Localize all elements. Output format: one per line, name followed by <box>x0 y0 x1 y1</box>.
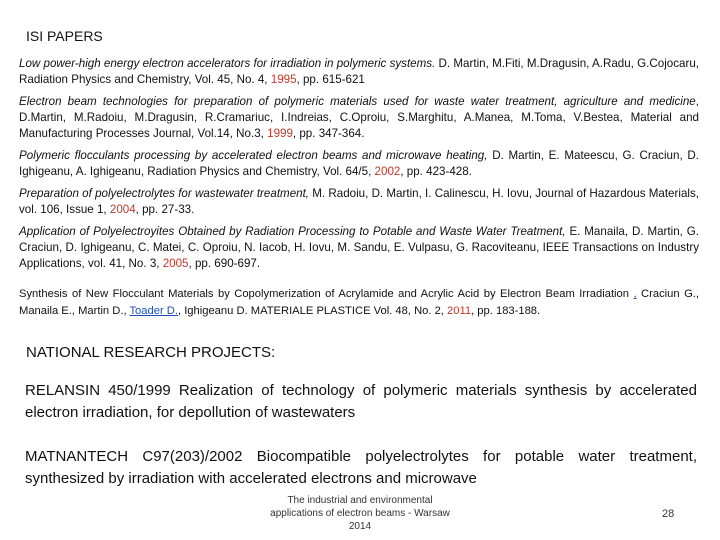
paper-title: Application of Polyelectroyites Obtained by Radiation Processing to Potable and Waste Water Treatment, <box>19 225 566 238</box>
paper-authors: D. Martin, M.Fiti, M.Dragusin, A.Radu, G.Cojocaru, Radiation Physics and Chemistry, Vol. 45, No. 4, <box>19 57 699 86</box>
paper-authors: M. Radoiu, D. Martin, I. Calinescu, H. Iovu, Journal of Hazardous Materials, vol. 106, Issue 1, <box>19 187 699 216</box>
paper-pages: , pp. 615-621 <box>296 73 365 86</box>
slide-footer <box>255 494 465 533</box>
paper-journal: , Ighigeanu D. MATERIALE PLASTICE Vol. 48, No. 2, <box>177 305 448 317</box>
paper-authors: E. Manaila, D. Martin, G. Craciun, D. Ighigeanu, C. Matei, C. Oproiu, N. Iacob, H. Iovu, M. Sandu, E. Vulpasu, G. Racoviteanu, IEEE Transactions on Industry Applications, vol. 41, No. 3, <box>19 225 699 270</box>
section-heading-isi-papers: ISI PAPERS <box>26 28 103 44</box>
footer-line: The industrial and environmental <box>287 495 433 506</box>
paper-pages: , pp. 347-364. <box>292 127 365 140</box>
paper-year: 1999 <box>267 127 293 140</box>
project-item: RELANSIN 450/1999 Realization of technology of polymeric materials synthesis by accelerated electron irradiation, for depollution of wastewaters <box>25 382 697 421</box>
paper-authors: , D.Martin, M.Radoiu, M.Dragusin, R.Cramariuc, I.Indreias, C.Oproiu, S.Marghitu, A.Manea, M.Toma, V.Bestea, Material and Manufacturing Processes Journal, Vol.14, No.3, <box>19 95 699 140</box>
section-heading-national-projects: NATIONAL RESEARCH PROJECTS: <box>26 344 276 361</box>
page-number: 28 <box>662 508 675 520</box>
paper-authors: Craciun G., Manaila E., Martin D., <box>19 288 699 317</box>
paper-pages: , pp. 690-697. <box>188 257 261 270</box>
author-link-toader[interactable]: Toader D. <box>129 305 178 317</box>
paper-title: Synthesis of New Flocculant Materials by Copolymerization of Acrylamide and Acrylic Acid by Electron Beam Irradiation <box>19 288 629 300</box>
paper-year: 2005 <box>162 257 189 270</box>
paper-year: 2002 <box>374 165 401 178</box>
paper-item <box>19 186 699 218</box>
paper-item <box>19 148 699 180</box>
paper-year: 2011 <box>447 305 472 317</box>
paper-item <box>19 224 699 272</box>
footer-line: 2014 <box>348 521 372 532</box>
paper-link-comma[interactable]: , <box>633 288 637 300</box>
paper-item <box>19 94 699 142</box>
isi-papers-list <box>19 56 699 326</box>
paper-pages: , pp. 27-33. <box>135 203 195 216</box>
paper-authors: D. Martin, E. Mateescu, G. Craciun, D. Ighigeanu, A. Ighigeanu, Radiation Physics and Chemistry, Vol. 64/5, <box>19 149 699 178</box>
paper-pages: , pp. 423-428. <box>400 165 472 178</box>
paper-title: Preparation of polyelectrolytes for wastewater treatment, <box>19 187 310 200</box>
paper-item <box>19 56 699 88</box>
paper-title: Polymeric flocculants processing by accelerated electron beams and microwave heating, <box>19 149 488 162</box>
footer-line: applications of electron beams - Warsaw <box>270 508 450 519</box>
paper-item <box>19 286 699 320</box>
paper-title: Electron beam technologies for preparation of polymeric materials used for waste water treatment, agriculture and medicine <box>19 95 696 108</box>
project-item: MATNANTECH C97(203)/2002 Biocompatible polyelectrolytes for potable water treatment, synthesized by irradiation with accelerated electrons and microwave <box>25 448 697 487</box>
paper-pages: , pp. 183-188. <box>471 305 541 317</box>
paper-year: 1995 <box>270 73 297 86</box>
paper-year: 2004 <box>109 203 136 216</box>
paper-title: Low power-high energy electron accelerators for irradiation in polymeric systems. <box>19 57 436 70</box>
